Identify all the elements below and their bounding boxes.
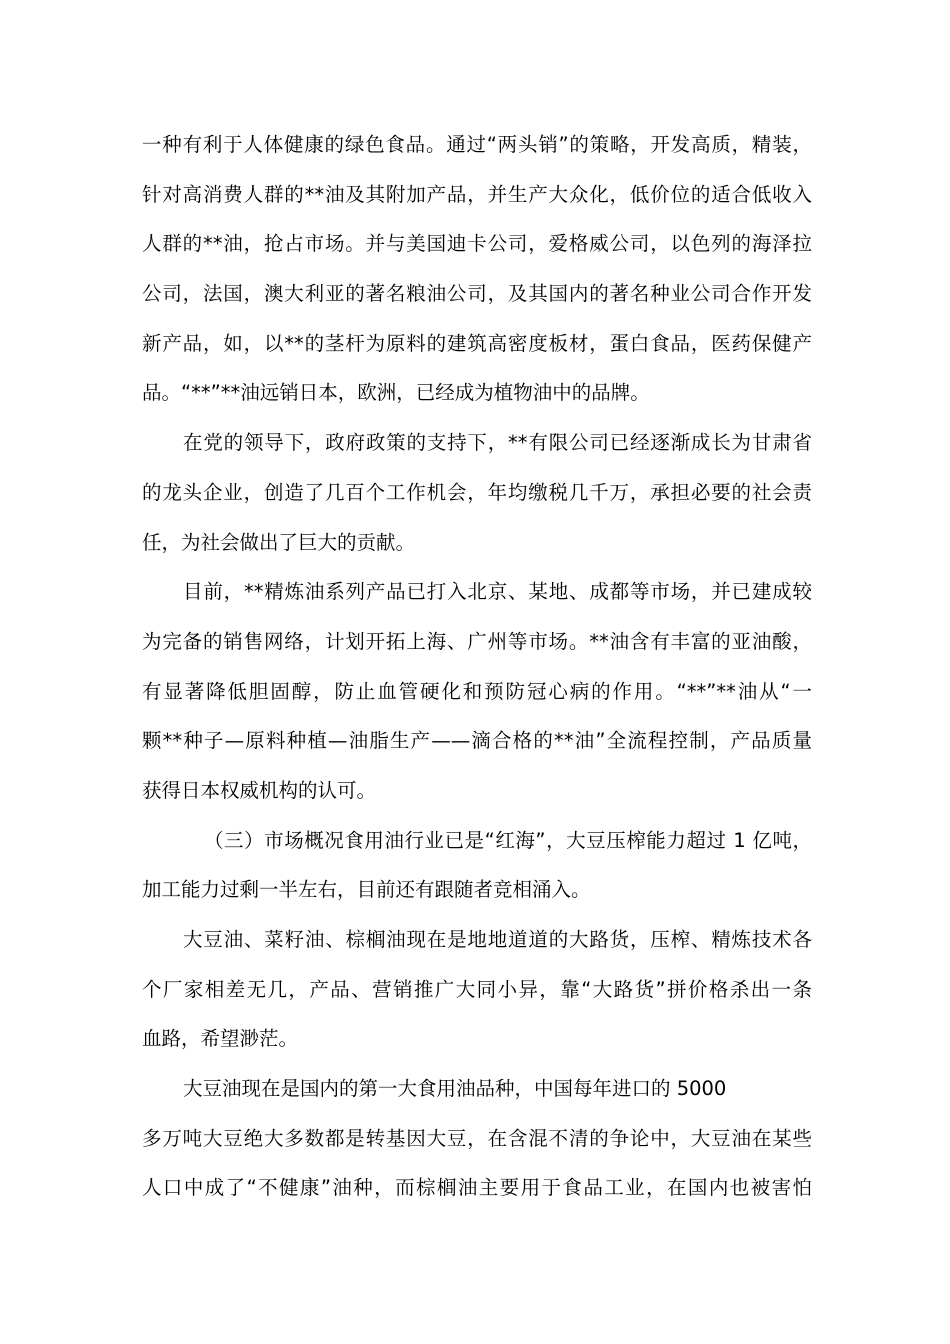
text-line: 大豆油、菜籽油、棕榈油现在是地地道道的大路货，压榨、精炼技术各 [183, 928, 812, 951]
text-line: 人口中成了“不健康”油种，而棕榈油主要用于食品工业，在国内也被害怕 [142, 1176, 812, 1200]
text-line: 任，为社会做出了巨大的贡献。 [142, 530, 416, 554]
text-line: 公司，法国，澳大利亚的著名粮油公司，及其国内的著名种业公司合作开发 [142, 282, 812, 306]
text-line: 多万吨大豆绝大多数都是转基因大豆，在含混不清的争论中，大豆油在某些 [142, 1126, 812, 1150]
text-line: 大豆油现在是国内的第一大食用油品种，中国每年进口的 5000 [183, 1077, 727, 1101]
section-heading-line: （三）市场概况食用油行业已是“红海”，大豆压榨能力超过 1 亿吨， [204, 828, 812, 852]
text-line: 有显著降低胆固醇，防止血管硬化和预防冠心病的作用。“**”**油从“一 [142, 679, 812, 703]
text-line: 颗**种子—原料种植—油脂生产——滴合格的**油”全流程控制，产品质量 [142, 729, 812, 753]
text-line: 的龙头企业，创造了几百个工作机会，年均缴税几千万，承担必要的社会责 [142, 480, 812, 504]
text-line: 目前，**精炼油系列产品已打入北京、某地、成都等市场，并已建成较 [183, 580, 812, 604]
text-line: 在党的领导下，政府政策的支持下，**有限公司已经逐渐成长为甘肃省 [183, 431, 812, 455]
text-line: 人群的**油，抢占市场。并与美国迪卡公司，爱格威公司，以色列的海泽拉 [142, 232, 812, 256]
text-line: 获得日本权威机构的认可。 [142, 778, 377, 802]
text-line: 加工能力过剩一半左右，目前还有跟随者竞相涌入。 [142, 878, 591, 902]
text-line: 为完备的销售网络，计划开拓上海、广州等市场。**油含有丰富的亚油酸， [142, 629, 812, 653]
body-text [142, 120, 812, 1213]
text-line: 一种有利于人体健康的绿色食品。通过“两头销”的策略，开发高质，精装， [142, 133, 812, 156]
text-line: 血路，希望渺茫。 [142, 1027, 299, 1051]
text-line: 个厂家相差无几，产品、营销推广大同小异，靠“大路货”拼价格杀出一条 [142, 977, 812, 1001]
text-line: 新产品，如，以**的茎杆为原料的建筑高密度板材，蛋白食品，医药保健产 [142, 331, 812, 355]
text-line: 品。“**”**油远销日本，欧洲，已经成为植物油中的品牌。 [142, 381, 650, 405]
text-line: 针对高消费人群的**油及其附加产品，并生产大众化，低价位的适合低收入 [142, 182, 812, 206]
